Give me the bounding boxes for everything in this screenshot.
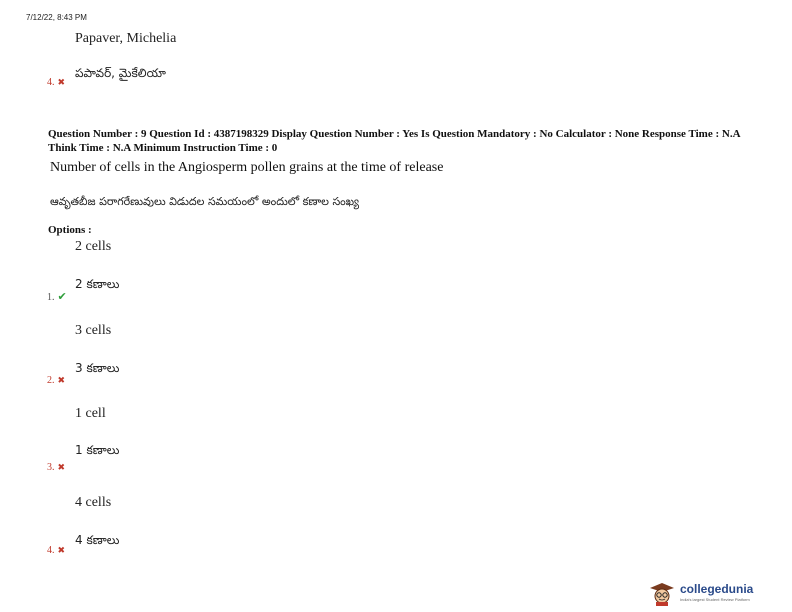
logo-wordmark: collegedunia	[680, 582, 754, 596]
prev-option-english: Papaver, Michelia	[75, 31, 177, 46]
question-text-english: Number of cells in the Angiosperm pollen grains at the time of release	[50, 160, 444, 175]
question-text-telugu: ఆవృతబీజ పరాగరేణువులు విడుదల సమయంలో అందులో కణాల సంఖ్య	[50, 195, 359, 208]
check-icon: ✔	[57, 291, 67, 303]
question-meta: Question Number : 9 Question Id : 4387198329 Display Question Number : Yes Is Question Mandatory : No Calculator : None Response Time : N.A Think Time : N.A Minimum Instruction Time : 0	[48, 128, 740, 154]
cross-icon: ✖	[57, 462, 66, 472]
student-mascot-icon	[646, 580, 678, 606]
cross-icon: ✖	[57, 545, 66, 555]
prev-option-number	[47, 77, 65, 88]
option-1-english: 2 cells	[75, 239, 112, 254]
option-number-label: 1.	[47, 292, 55, 303]
collegedunia-logo	[646, 580, 784, 606]
option-number-label: 4.	[47, 545, 55, 556]
cross-icon: ✖	[57, 77, 66, 87]
option-2-english: 3 cells	[75, 323, 112, 338]
option-3-english: 1 cell	[75, 406, 106, 421]
option-3-telugu: 1 కణాలు	[75, 443, 120, 457]
options-label: Options :	[48, 224, 92, 236]
logo-tagline: India's largest Student Review Platform	[680, 597, 750, 602]
cross-icon: ✖	[57, 375, 66, 385]
option-2-telugu: 3 కణాలు	[75, 361, 120, 375]
option-1-telugu: 2 కణాలు	[75, 277, 120, 291]
print-timestamp: 7/12/22, 8:43 PM	[26, 13, 87, 22]
option-4-number	[47, 545, 65, 556]
prev-option-telugu: పపావర్, మైకేలియా	[75, 66, 166, 80]
option-4-english: 4 cells	[75, 495, 112, 510]
option-1-number	[47, 290, 67, 303]
option-2-number	[47, 375, 65, 386]
option-4-telugu: 4 కణాలు	[75, 533, 120, 547]
option-number-label: 2.	[47, 375, 55, 386]
option-number-label: 3.	[47, 462, 55, 473]
option-3-number	[47, 462, 65, 473]
option-number-label: 4.	[47, 77, 55, 88]
